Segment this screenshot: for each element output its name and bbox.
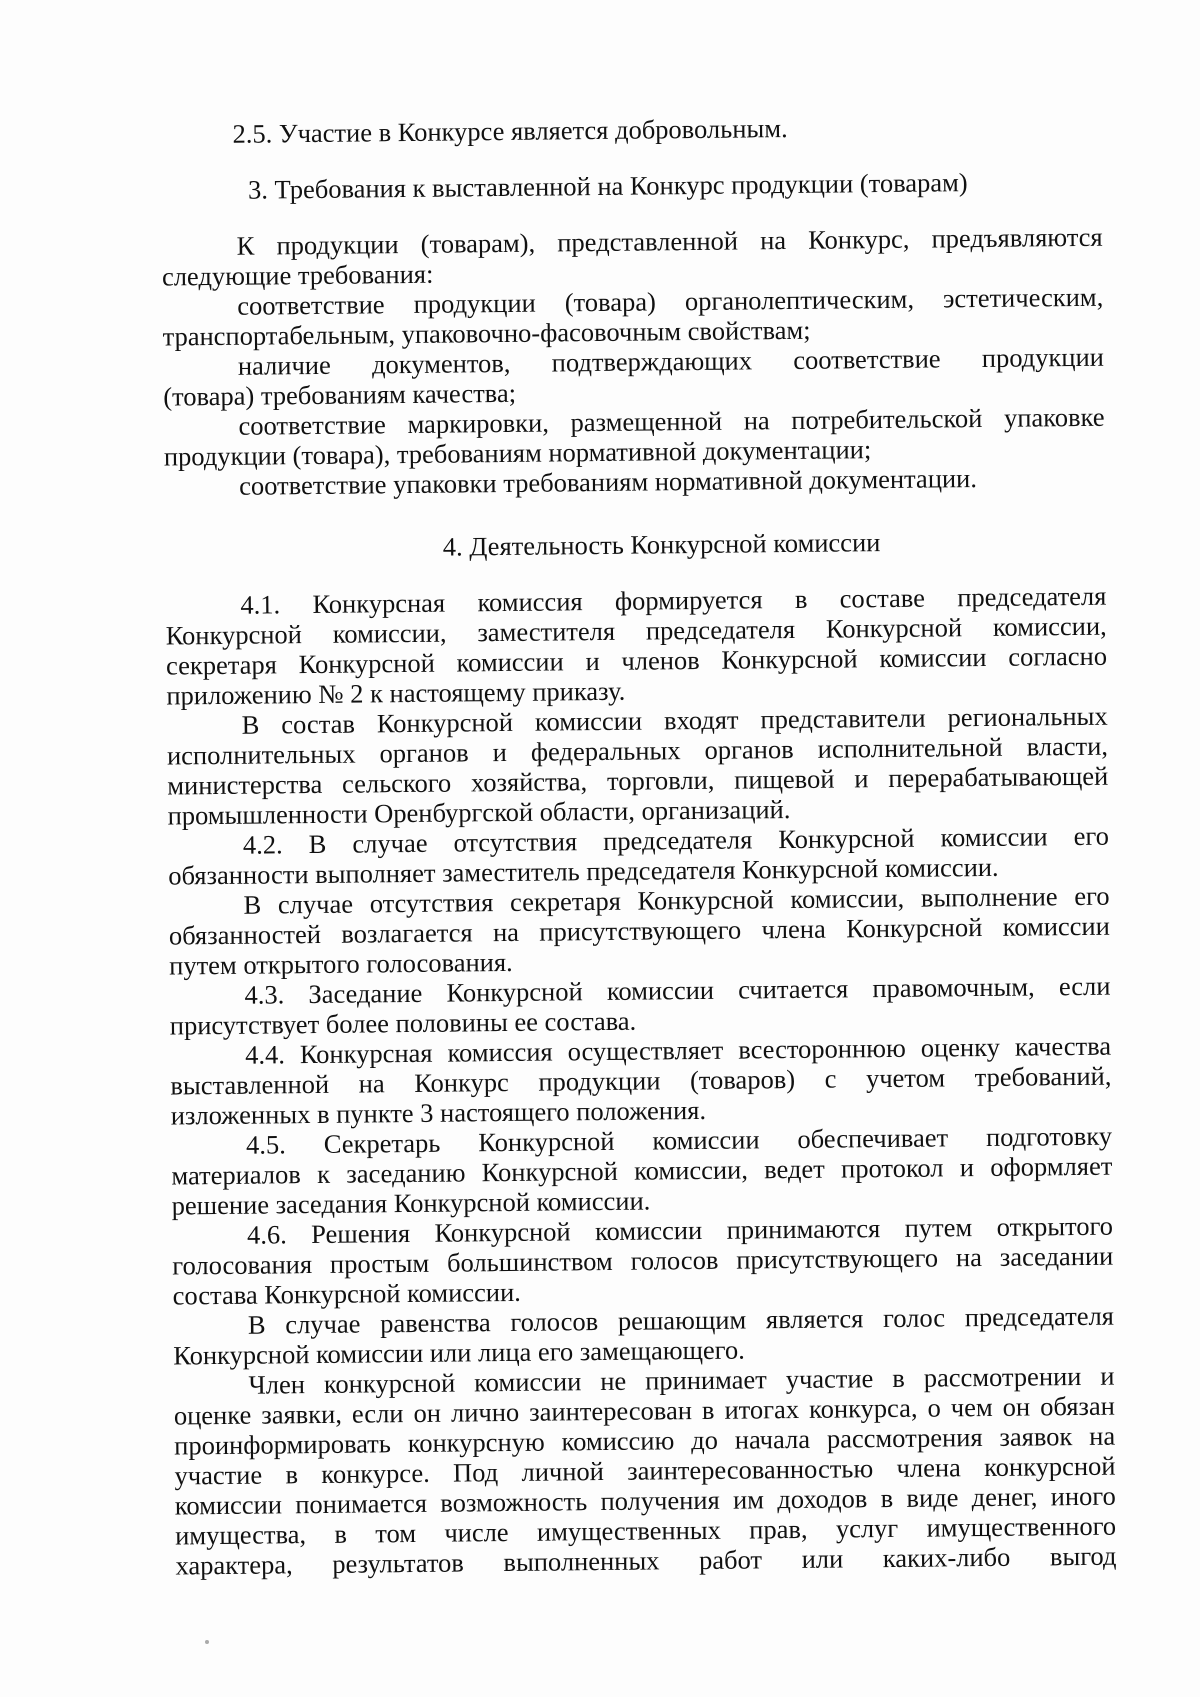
paragraph-2-5: 2.5. Участие в Конкурсе является добровольным. <box>232 112 788 149</box>
text-line: (товара) требованиям качества; <box>163 377 517 412</box>
text-line: решение заседания Конкурсной комиссии. <box>171 1185 651 1221</box>
text-line: промышленности Оренбургской области, организаций. <box>167 794 791 831</box>
scan-speck <box>205 1640 209 1644</box>
text-line: Конкурсной комиссии или лица его замещающего. <box>173 1334 745 1371</box>
text-line: оценке заявки, если он лично заинтересован в итогах конкурса, о чем он обязан <box>173 1390 1116 1431</box>
text-line: комиссии понимается возможность получения им доходов в виде денег, иного <box>174 1480 1116 1521</box>
text-line: секретаря Конкурсной комиссии и членов Конкурсной комиссии согласно <box>165 640 1108 681</box>
text-line: участие в конкурсе. Под личной заинтересованностью члена конкурсной <box>174 1450 1116 1491</box>
text-line: Член конкурсной комиссии не принимает участие в рассмотрении и <box>248 1360 1115 1400</box>
text-line: В случае отсутствия секретаря Конкурсной комиссии, выполнение его <box>243 880 1110 920</box>
text-line: следующие требования: <box>161 258 434 292</box>
text-line: характера, результатов выполненных работ или каких-либо выгод <box>175 1540 1117 1581</box>
text-line: соответствие маркировки, размещенной на потребительской упаковке <box>238 401 1105 441</box>
text-line: К продукции (товарам), представленной на Конкурс, предъявляются <box>236 221 1103 261</box>
text-line: соответствие упаковки требованиям нормативной документации. <box>239 463 978 501</box>
text-line: 4.2. В случае отсутствия председателя Конкурсной комиссии его <box>242 820 1110 860</box>
section-heading-4: 4. Деятельность Конкурсной комиссии <box>442 527 881 562</box>
text-line: 4.3. Заседание Конкурсной комиссии считается правомочным, если <box>244 970 1111 1010</box>
text-line: обязанности выполняет заместитель председателя Конкурсной комиссии. <box>168 851 999 891</box>
text-line: исполнительных органов и федеральных органов исполнительной власти, <box>166 730 1109 771</box>
text-line: выставленной на Конкурс продукции (товаров) с учетом требований, <box>170 1060 1112 1101</box>
text-line: изложенных в пункте 3 настоящего положения. <box>170 1094 707 1131</box>
text-line: путем открытого голосования. <box>169 946 513 981</box>
text-line: 4.4. Конкурсная комиссия осуществляет всестороннюю оценку качества <box>244 1030 1112 1070</box>
text-line: материалов к заседанию Конкурсной комиссии, ведет протокол и оформляет <box>171 1150 1113 1191</box>
text-line: имущества, в том числе имущественных прав, услуг имущественного <box>174 1510 1117 1551</box>
text-line: голосования простым большинством голосов присутствующего на заседании <box>172 1240 1114 1281</box>
text-line: 4.6. Решения Конкурсной комиссии принимаются путем открытого <box>246 1210 1114 1250</box>
section-heading-3: 3. Требования к выставленной на Конкурс продукции (товарам) <box>247 167 968 205</box>
text-line: В состав Конкурсной комиссии входят представители региональных <box>241 700 1108 740</box>
text-line: состава Конкурсной комиссии. <box>172 1276 521 1311</box>
text-line: 4.1. Конкурсная комиссия формируется в составе председателя <box>240 580 1107 620</box>
text-line: наличие документов, подтверждающих соответствие продукции <box>237 341 1105 381</box>
text-line: В случае равенства голосов решающим является голос председателя <box>247 1300 1115 1340</box>
text-line: обязанностей возлагается на присутствующего члена Конкурсной комиссии <box>168 910 1110 951</box>
text-line: министерства сельского хозяйства, торговли, пищевой и перерабатывающей <box>167 760 1109 801</box>
text-line: соответствие продукции (товара) органолептическим, эстетическим, <box>237 281 1104 321</box>
text-line: проинформировать конкурсную комиссию до начала рассмотрения заявок на <box>174 1420 1116 1461</box>
text-line: Конкурсной комиссии, заместителя председателя Конкурсной комиссии, <box>165 610 1107 651</box>
text-line: приложению № 2 к настоящему приказу. <box>166 675 626 711</box>
text-line: присутствует более половины ее состава. <box>169 1005 637 1041</box>
text-line: 4.5. Секретарь Конкурсной комиссии обеспечивает подготовку <box>245 1120 1113 1160</box>
text-line: продукции (товара), требованиям нормативной документации; <box>163 434 872 472</box>
text-line: транспортабельным, упаковочно-фасовочным свойствам; <box>162 314 811 352</box>
